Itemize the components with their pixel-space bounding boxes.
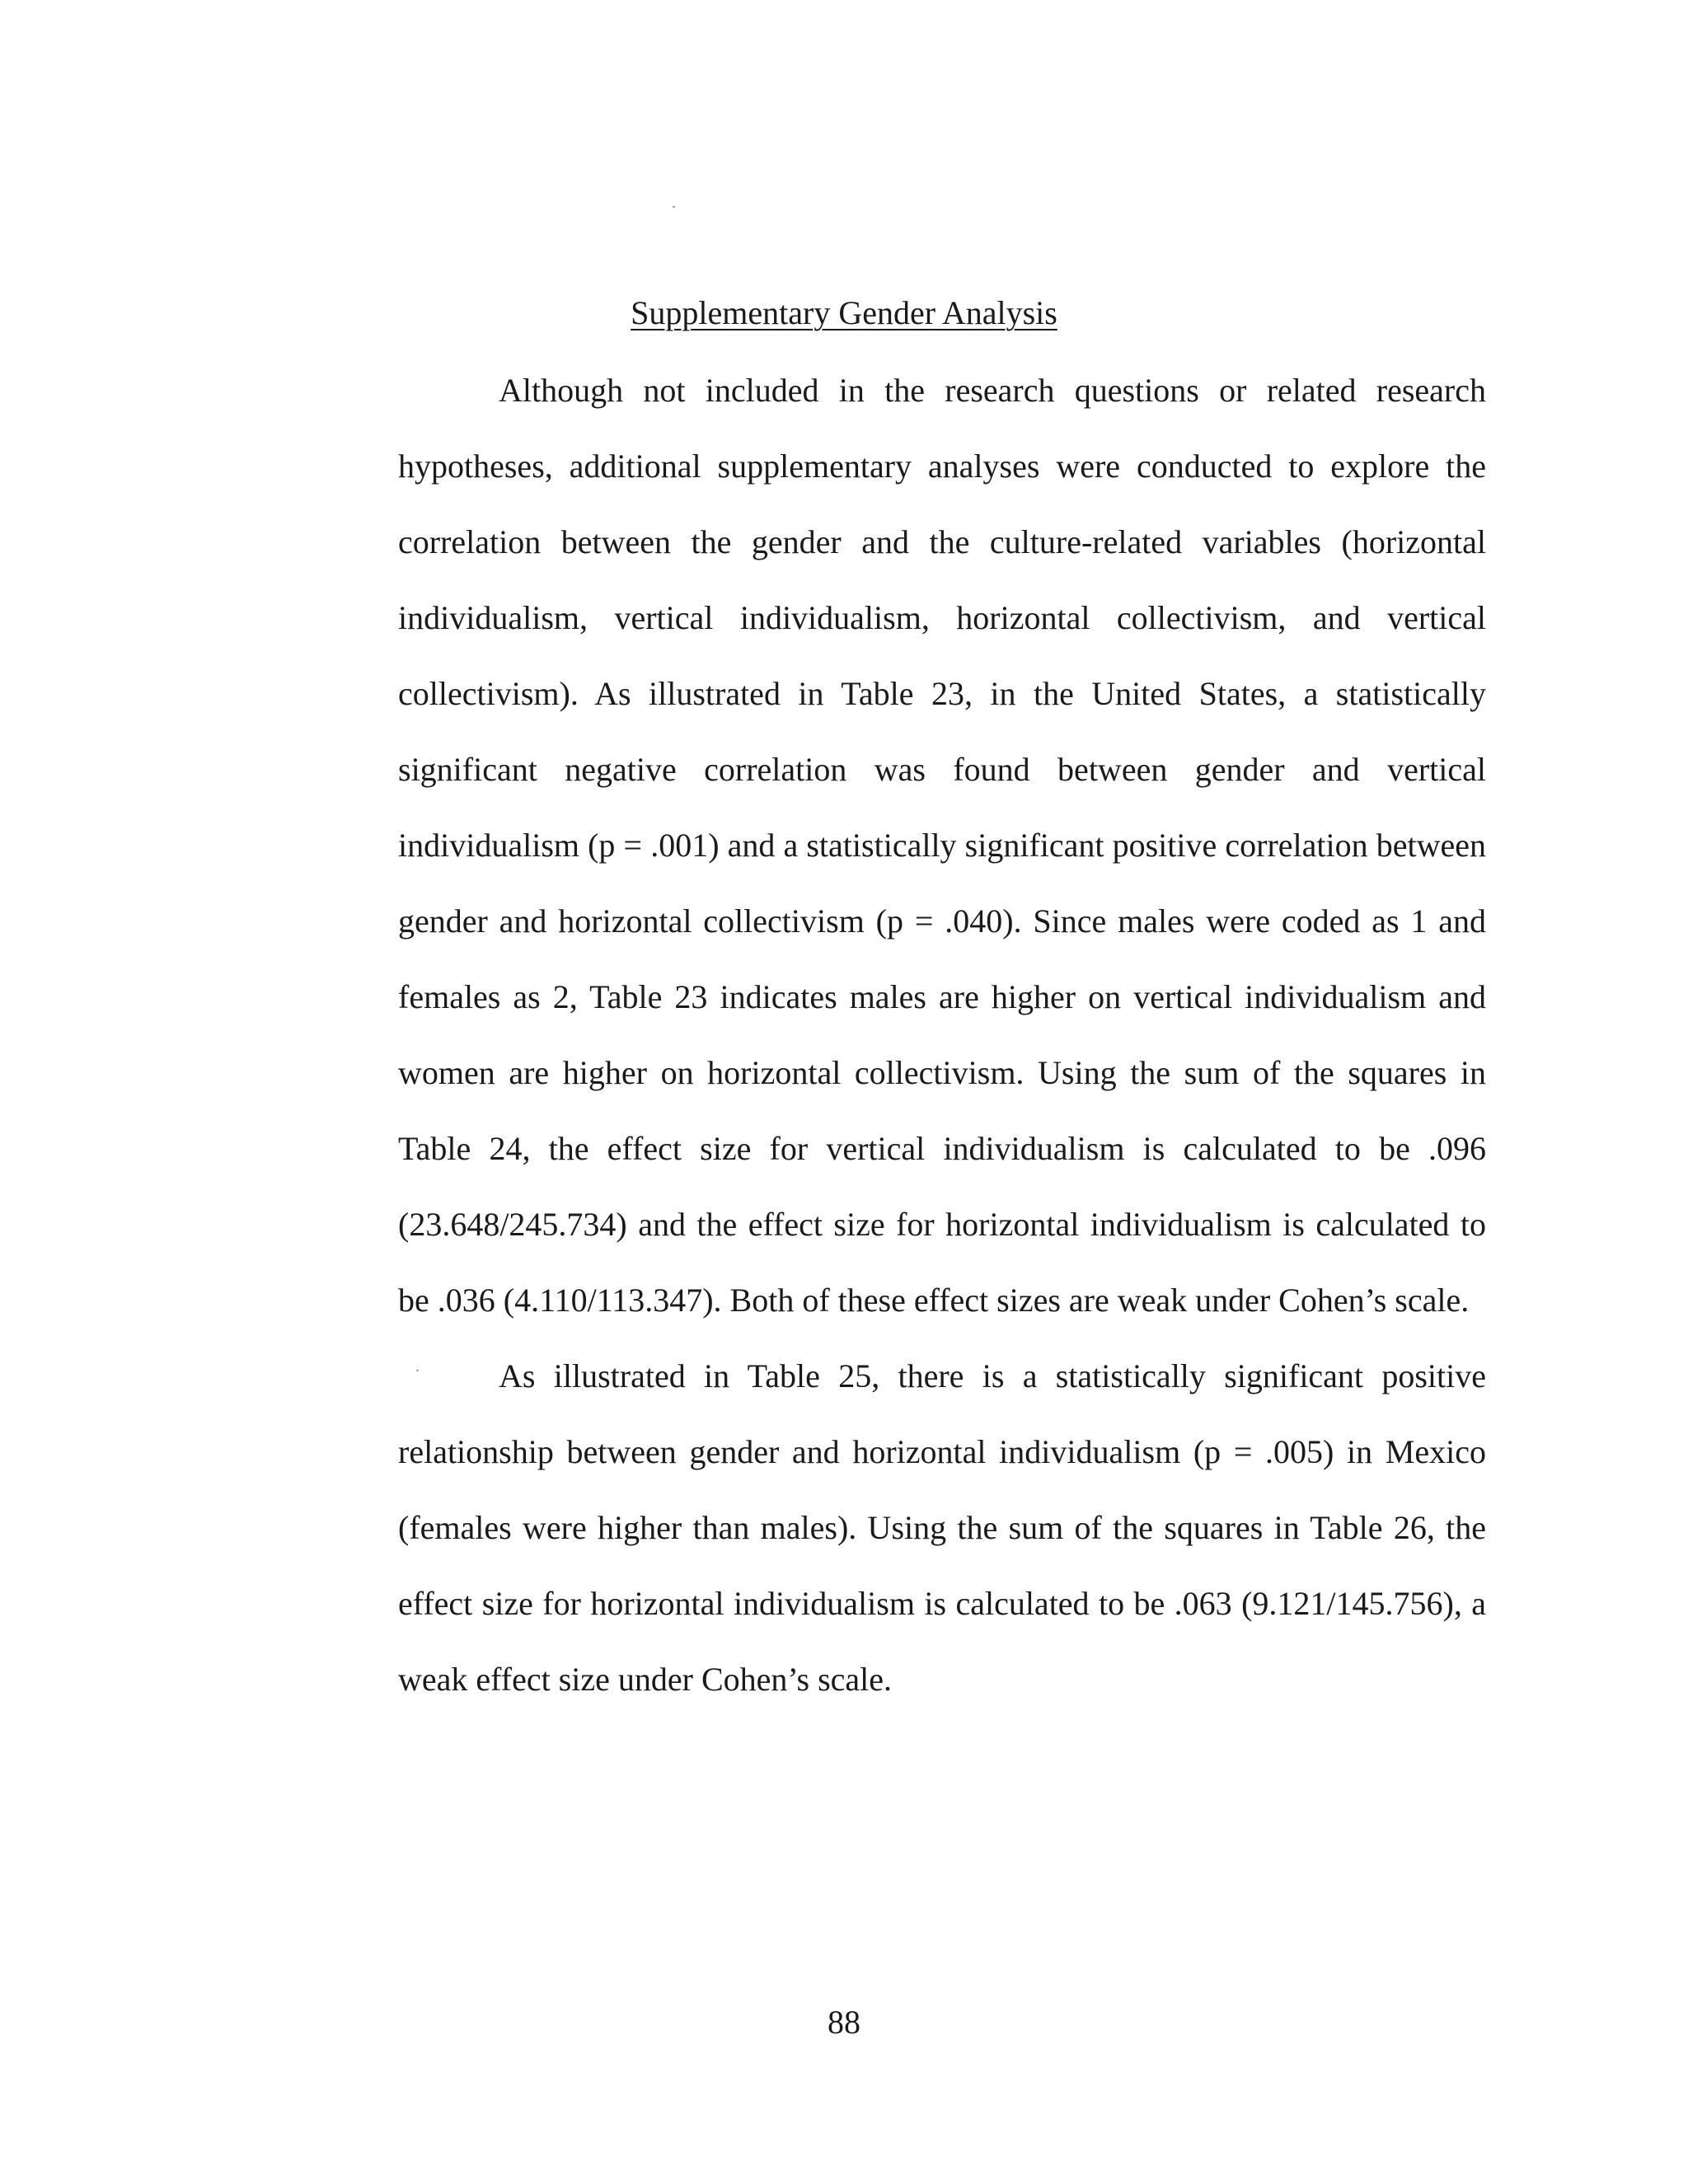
body-paragraph-2: As illustrated in Table 25, there is a statistically significant positive relationship between gender and horizontal individualism (p = .005) in Mexico (females were higher than males). Using the sum of the squares in Table 26, the effect size for horizontal individualism is calculated to be .063 (9.121/145.756), a weak effect size under Cohen’s scale. xyxy=(398,1357,1486,1698)
scan-speck xyxy=(416,1370,419,1371)
section-heading-text: Supplementary Gender Analysis xyxy=(631,294,1057,331)
page-number: 88 xyxy=(828,2004,860,2041)
section-heading xyxy=(0,290,1688,336)
scan-speck xyxy=(673,206,675,208)
body-paragraph-1: Although not included in the research questions or related research hypotheses, additional supplementary analyses were conducted to explore the correlation between the gender and the culture-related variables (horizontal individualism, vertical individualism, horizontal collectivism, and vertical collectivism). As illustrated in Table 23, in the United States, a statistically significant negative correlation was found between gender and vertical individualism (p = .001) and a statistically significant positive correlation between gender and horizontal collectivism (p = .040). Since males were coded as 1 and females as 2, Table 23 indicates males are higher on vertical individualism and women are higher on horizontal collectivism. Using the sum of the squares in Table 24, the effect size for vertical individualism is calculated to be .096 (23.648/245.734) and the effect size for horizontal individualism is calculated to be .036 (4.110/113.347). Both of these effect sizes are weak under Cohen’s scale. xyxy=(398,372,1486,1319)
